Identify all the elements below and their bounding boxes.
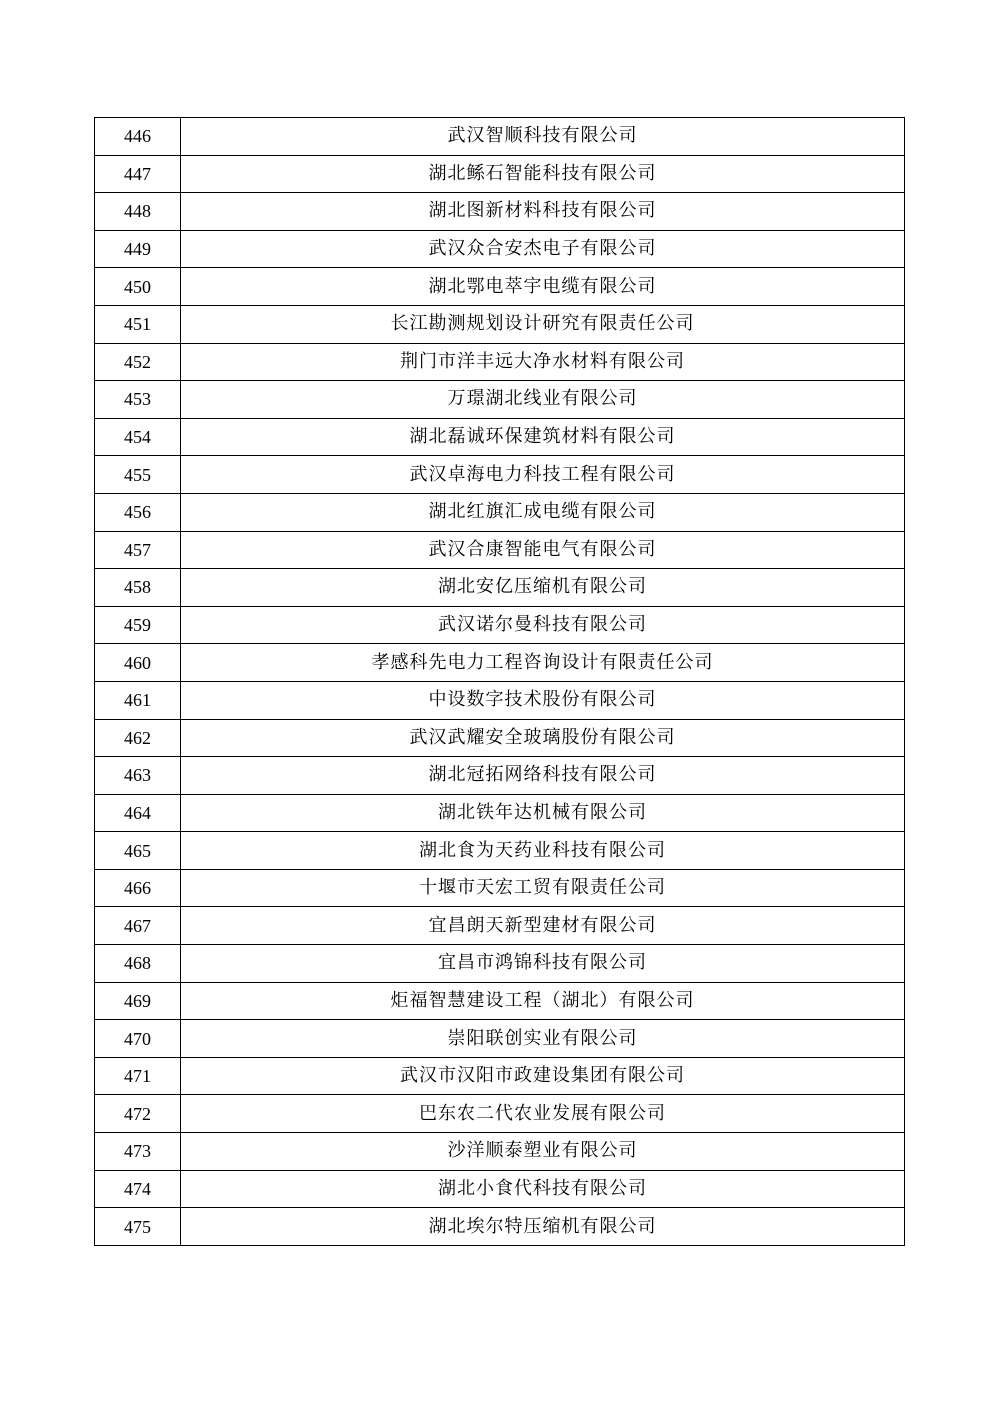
table-row [95,418,905,456]
table-row [95,1057,905,1095]
row-number: 456 [95,493,181,531]
company-name: 荆门市洋丰远大净水材料有限公司 [181,343,905,381]
company-name: 湖北磊诚环保建筑材料有限公司 [181,418,905,456]
table-row [95,832,905,870]
row-number: 467 [95,907,181,945]
row-number: 471 [95,1057,181,1095]
company-name: 武汉市汉阳市政建设集团有限公司 [181,1057,905,1095]
row-number: 454 [95,418,181,456]
row-number: 452 [95,343,181,381]
company-name: 湖北埃尔特压缩机有限公司 [181,1208,905,1246]
company-name: 宜昌朗天新型建材有限公司 [181,907,905,945]
table-row [95,531,905,569]
table-row [95,118,905,156]
table-row [95,268,905,306]
company-name: 长江勘测规划设计研究有限责任公司 [181,305,905,343]
row-number: 447 [95,155,181,193]
table-row [95,305,905,343]
company-name: 武汉诺尔曼科技有限公司 [181,606,905,644]
row-number: 449 [95,230,181,268]
table-row [95,1095,905,1133]
table-row [95,982,905,1020]
company-name: 湖北图新材料科技有限公司 [181,193,905,231]
table-row [95,869,905,907]
company-name: 湖北冠拓网络科技有限公司 [181,757,905,795]
company-name: 炬福智慧建设工程（湖北）有限公司 [181,982,905,1020]
table-row [95,155,905,193]
row-number: 466 [95,869,181,907]
company-list-body [95,118,905,1246]
row-number: 469 [95,982,181,1020]
table-row [95,1020,905,1058]
row-number: 474 [95,1170,181,1208]
company-name: 武汉卓海电力科技工程有限公司 [181,456,905,494]
row-number: 448 [95,193,181,231]
table-row [95,945,905,983]
table-row [95,343,905,381]
company-name: 湖北小食代科技有限公司 [181,1170,905,1208]
company-name: 巴东农二代农业发展有限公司 [181,1095,905,1133]
company-name: 湖北鄂电萃宇电缆有限公司 [181,268,905,306]
company-name: 孝感科先电力工程咨询设计有限责任公司 [181,644,905,682]
company-name: 崇阳联创实业有限公司 [181,1020,905,1058]
table-row [95,644,905,682]
company-name: 宜昌市鸿锦科技有限公司 [181,945,905,983]
table-row [95,907,905,945]
table-row [95,493,905,531]
table-row [95,381,905,419]
company-name: 湖北鲧石智能科技有限公司 [181,155,905,193]
table-row [95,1170,905,1208]
row-number: 451 [95,305,181,343]
row-number: 453 [95,381,181,419]
table-row [95,230,905,268]
row-number: 455 [95,456,181,494]
row-number: 470 [95,1020,181,1058]
row-number: 457 [95,531,181,569]
company-name: 武汉合康智能电气有限公司 [181,531,905,569]
company-name: 武汉武耀安全玻璃股份有限公司 [181,719,905,757]
table-row [95,193,905,231]
row-number: 450 [95,268,181,306]
row-number: 472 [95,1095,181,1133]
company-name: 武汉智顺科技有限公司 [181,118,905,156]
company-name: 湖北安亿压缩机有限公司 [181,569,905,607]
table-row [95,606,905,644]
row-number: 459 [95,606,181,644]
table-row [95,681,905,719]
company-name: 湖北红旗汇成电缆有限公司 [181,493,905,531]
row-number: 465 [95,832,181,870]
row-number: 468 [95,945,181,983]
table-row [95,1133,905,1171]
company-name: 沙洋顺泰塑业有限公司 [181,1133,905,1171]
table-row [95,569,905,607]
row-number: 460 [95,644,181,682]
table-row [95,794,905,832]
row-number: 446 [95,118,181,156]
company-name: 十堰市天宏工贸有限责任公司 [181,869,905,907]
table-row [95,757,905,795]
company-name: 湖北铁年达机械有限公司 [181,794,905,832]
row-number: 475 [95,1208,181,1246]
row-number: 464 [95,794,181,832]
row-number: 461 [95,681,181,719]
row-number: 462 [95,719,181,757]
table-row [95,456,905,494]
company-list-table [94,117,905,1246]
row-number: 473 [95,1133,181,1171]
table-row [95,1208,905,1246]
row-number: 458 [95,569,181,607]
company-name: 湖北食为天药业科技有限公司 [181,832,905,870]
company-name: 中设数字技术股份有限公司 [181,681,905,719]
table-row [95,719,905,757]
company-name: 万璟湖北线业有限公司 [181,381,905,419]
company-name: 武汉众合安杰电子有限公司 [181,230,905,268]
row-number: 463 [95,757,181,795]
